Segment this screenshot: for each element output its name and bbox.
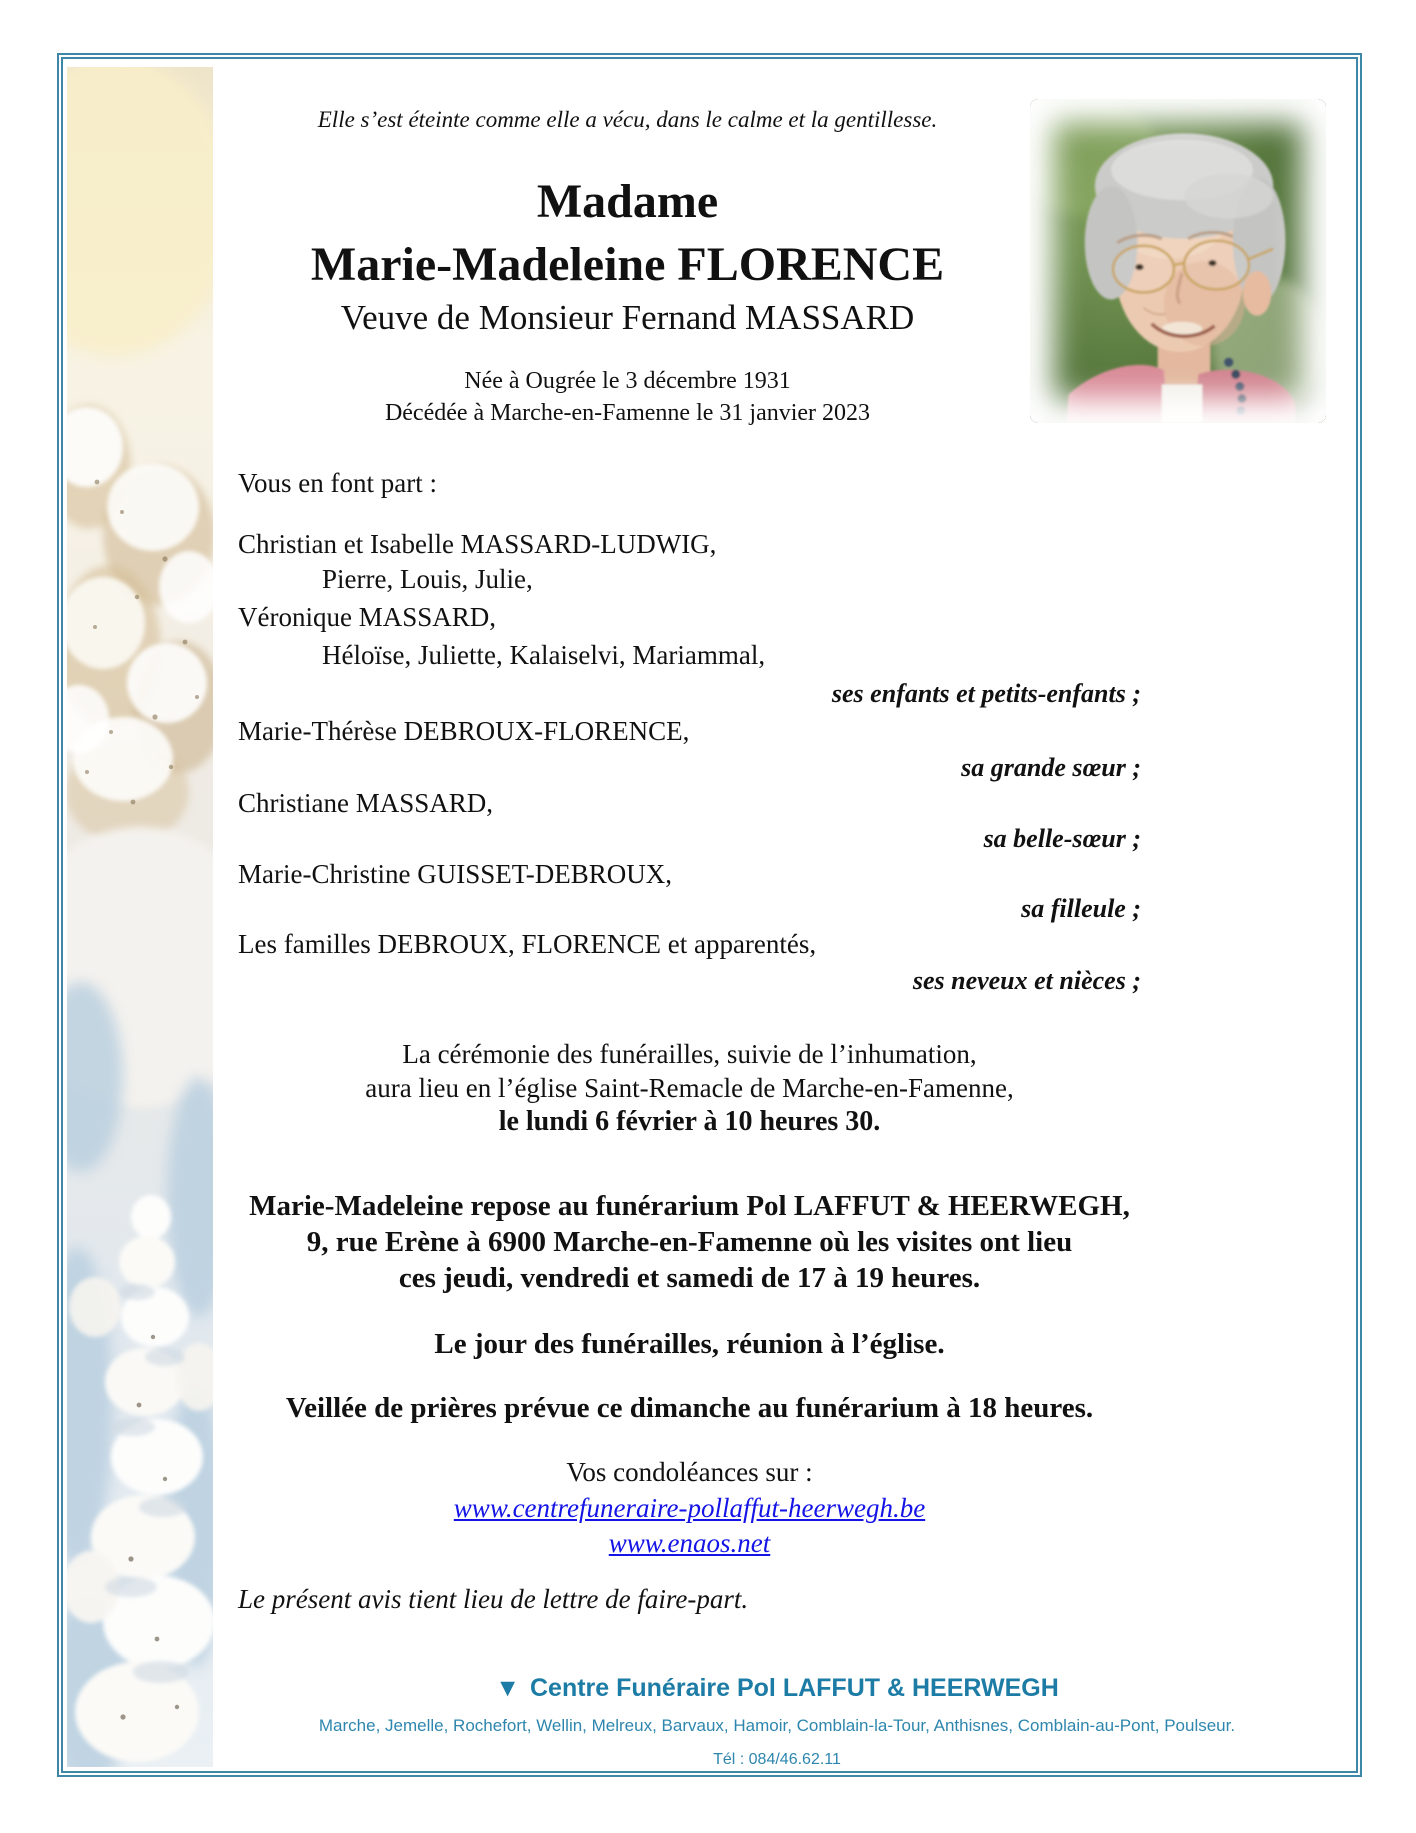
down-triangle-icon: ▼ [495, 1674, 520, 1702]
ceremony-line-2: aura lieu en l’église Saint-Remacle de Marche-en-Famenne, [365, 1073, 1014, 1103]
funeral-home-locations: Marche, Jemelle, Rochefort, Wellin, Melreux, Barvaux, Hamoir, Comblain-la-Tour, Anthisnes, Comblain-au-Pont, Poulseur. [318, 1716, 1236, 1735]
announce-line: Vous en font part : [238, 468, 437, 498]
family-line: Christiane MASSARD, [238, 788, 494, 818]
winter-landscape-art [67, 67, 213, 1767]
page-border [57, 53, 1362, 1777]
widow-subtitle: Veuve de Monsieur Fernand MASSARD [340, 298, 915, 337]
death-line: Décédée à Marche-en-Famenne le 31 janvier 2023 [384, 400, 871, 426]
family-line: Véronique MASSARD, [238, 602, 497, 632]
family-line: Christian et Isabelle MASSARD-LUDWIG, [238, 529, 717, 559]
ceremony-line-1: La cérémonie des funérailles, suivie de l’inhumation, [402, 1039, 977, 1069]
funeral-home-website-link[interactable]: www.centrefuneraire-pollaffut-heerwegh.be [453, 1493, 926, 1523]
winter-landscape-image [67, 67, 213, 1767]
relation-label: sa filleule ; [1021, 894, 1141, 923]
birth-line: Née à Ougrée le 3 décembre 1931 [464, 368, 791, 394]
funeral-home-phone: Tél : 084/46.62.11 [713, 1751, 841, 1768]
reunion-line: Le jour des funérailles, réunion à l’église. [434, 1328, 945, 1360]
ceremony-date-line: le lundi 6 février à 10 heures 30. [498, 1106, 881, 1137]
funeral-home-name [186, 1673, 1368, 1703]
family-line: Marie-Christine GUISSET-DEBROUX, [238, 859, 672, 889]
relation-label: sa grande sœur ; [961, 753, 1141, 782]
enaos-website-link[interactable]: www.enaos.net [608, 1528, 771, 1558]
family-line: Pierre, Louis, Julie, [322, 564, 533, 594]
family-line: Marie-Thérèse DEBROUX-FLORENCE, [238, 716, 690, 746]
relation-label: ses enfants et petits-enfants ; [831, 679, 1141, 708]
closing-notice: Le présent avis tient lieu de lettre de faire-part. [238, 1584, 749, 1614]
relation-label: ses neveux et nièces ; [912, 966, 1141, 995]
repose-line-2: 9, rue Erène à 6900 Marche-en-Famenne où les visites ont lieu [306, 1226, 1073, 1258]
portrait-art [1030, 99, 1326, 423]
opening-quote: Elle s’est éteinte comme elle a vécu, dans le calme et la gentillesse. [317, 107, 938, 132]
family-line: Héloïse, Juliette, Kalaiselvi, Mariammal, [322, 640, 766, 670]
repose-line-1: Marie-Madeleine repose au funérarium Pol LAFFUT & HEERWEGH, [249, 1190, 1130, 1222]
title-madame: Madame [536, 175, 719, 228]
condolences-link-1-row [238, 1491, 1141, 1525]
condolences-label: Vos condoléances sur : [566, 1457, 813, 1487]
family-line: Les familles DEBROUX, FLORENCE et apparentés, [238, 929, 817, 959]
repose-line-3: ces jeudi, vendredi et samedi de 17 à 19 heures. [398, 1262, 981, 1294]
deceased-name: Marie-Madeleine FLORENCE [310, 238, 945, 291]
portrait-photo [1030, 99, 1326, 423]
condolences-link-2-row [238, 1526, 1141, 1560]
funeral-home-name-text: Centre Funéraire Pol LAFFUT & HEERWEGH [529, 1674, 1059, 1702]
veillee-line: Veillée de prières prévue ce dimanche au funérarium à 18 heures. [285, 1392, 1094, 1424]
relation-label: sa belle-sœur ; [983, 824, 1141, 853]
